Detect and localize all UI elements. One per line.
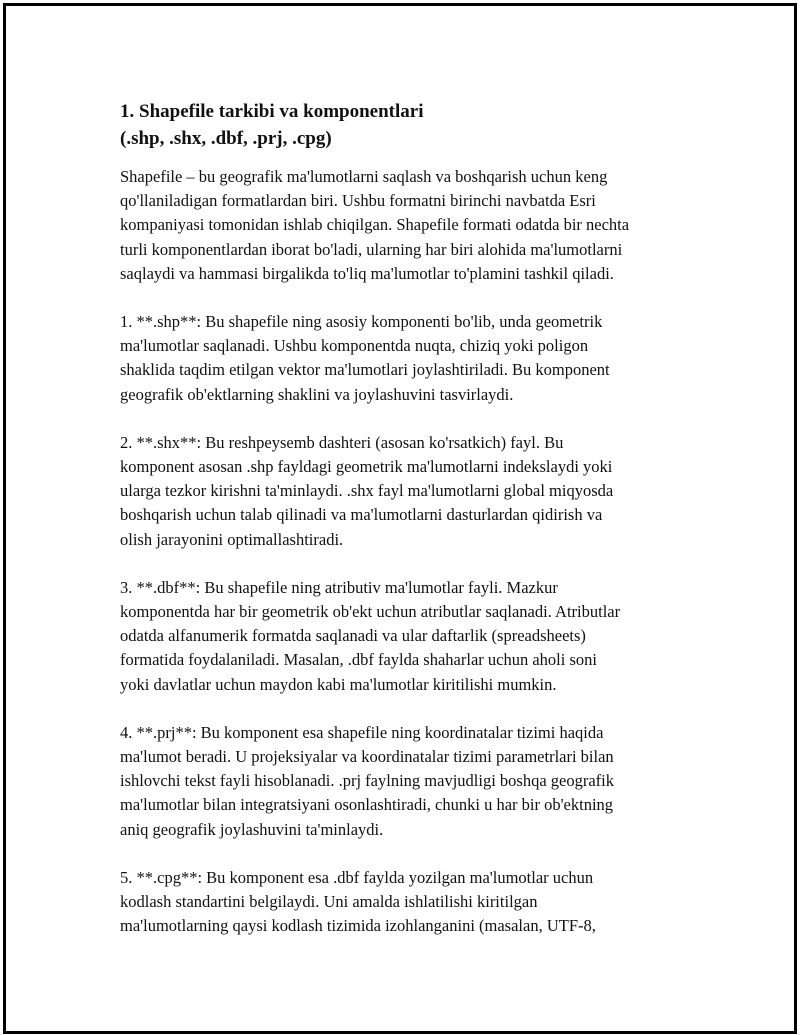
text-line: shaklida taqdim etilgan vektor ma'lumotlari joylashtiriladi. Bu komponent <box>120 360 610 380</box>
text-line: saqlaydi va hammasi birgalikda to'liq ma'lumotlar to'plamini tashkil qiladi. <box>120 263 614 283</box>
text-line: ishlovchi tekst fayli hisoblanadi. .prj faylning mavjudligi boshqa geografik <box>120 771 614 791</box>
text-line: turli komponentlardan iborat bo'ladi, ularning har biri alohida ma'lumotlarni <box>120 239 623 259</box>
text-line: ma'lumotlarning qaysi kodlash tizimida izohlanganini (masalan, UTF-8, <box>120 916 596 936</box>
document-body <box>120 98 710 962</box>
text-line: aniq geografik joylashuvini ta'minlaydi. <box>120 819 384 839</box>
text-line: ma'lumotlar bilan integratsiyani osonlashtiradi, chunki u har bir ob'ektning <box>120 795 614 815</box>
text-line: formatida foydalaniladi. Masalan, .dbf faylda shaharlar uchun aholi soni <box>120 650 597 670</box>
text-line: ma'lumotlar saqlanadi. Ushbu komponentda nuqta, chiziq yoki poligon <box>120 336 589 356</box>
text-line: 3. **.dbf**: Bu shapefile ning atributiv ma'lumotlar fayli. Mazkur <box>120 577 558 597</box>
text-line: ma'lumot beradi. U projeksiyalar va koordinatalar tizimi parametrlari bilan <box>120 747 614 767</box>
section-heading <box>120 98 710 152</box>
text-line: boshqarish uchun talab qilinadi va ma'lumotlarni dasturlardan qidirish va <box>120 505 603 525</box>
prj-paragraph <box>120 721 710 842</box>
text-line: qo'llaniladigan formatlardan biri. Ushbu formatni birinchi navbatda Esri <box>120 191 596 211</box>
text-line: ularga tezkor kirishni ta'minlaydi. .shx fayl ma'lumotlarni global miqyosda <box>120 481 614 501</box>
heading-line-2: (.shp, .shx, .dbf, .prj, .cpg) <box>120 128 332 149</box>
shp-paragraph <box>120 310 710 407</box>
text-line: odatda alfanumerik formatda saqlanadi va ular daftarlik (spreadsheets) <box>120 626 586 646</box>
page-frame <box>3 3 797 1034</box>
dbf-paragraph <box>120 576 710 697</box>
cpg-paragraph <box>120 866 710 939</box>
text-line: komponentda har bir geometrik ob'ekt uchun atributlar saqlanadi. Atributlar <box>120 602 621 622</box>
text-line: kodlash standartini belgilaydi. Uni amalda ishlatilishi kiritilgan <box>120 892 538 912</box>
text-line: komponent asosan .shp fayldagi geometrik ma'lumotlarni indekslaydi yoki <box>120 457 613 477</box>
intro-paragraph <box>120 165 710 286</box>
text-line: 5. **.cpg**: Bu komponent esa .dbf faylda yozilgan ma'lumotlar uchun <box>120 867 594 887</box>
heading-line-1: 1. Shapefile tarkibi va komponentlari <box>120 101 424 122</box>
text-line: kompaniyasi tomonidan ishlab chiqilgan. Shapefile formati odatda bir nechta <box>120 215 630 235</box>
text-line: Shapefile – bu geografik ma'lumotlarni saqlash va boshqarish uchun keng <box>120 167 608 186</box>
text-line: 2. **.shx**: Bu reshpeysemb dashteri (asosan ko'rsatkich) fayl. Bu <box>120 432 564 452</box>
text-line: yoki davlatlar uchun maydon kabi ma'lumotlar kiritilishi mumkin. <box>120 674 557 694</box>
text-line: geografik ob'ektlarning shaklini va joylashuvini tasvirlaydi. <box>120 384 514 404</box>
text-line: 4. **.prj**: Bu komponent esa shapefile ning koordinatalar tizimi haqida <box>120 722 604 742</box>
text-line: olish jarayonini optimallashtiradi. <box>120 529 344 549</box>
text-line: 1. **.shp**: Bu shapefile ning asosiy komponenti bo'lib, unda geometrik <box>120 312 603 332</box>
shx-paragraph <box>120 431 710 552</box>
